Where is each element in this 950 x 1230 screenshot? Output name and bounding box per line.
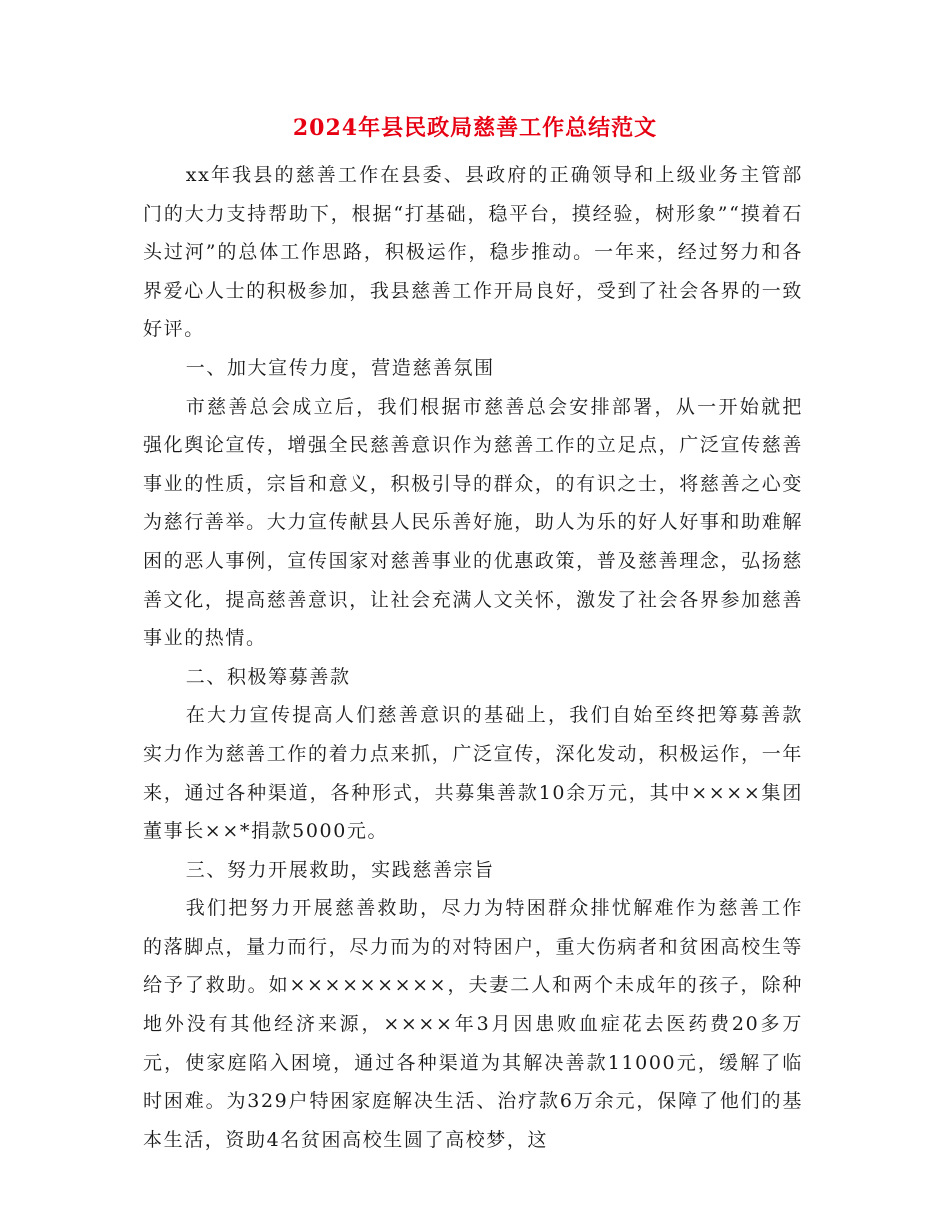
section-paragraph-3: 我们把努力开展慈善救助，尽力为特困群众排忧解难作为慈善工作的落脚点，量力而行，尽力而为的对特困户，重大伤病者和贫困高校生等给予了救助。如×××××××××，夫妻二人和两个未成年的孩子，除种地外没有其他经济来源，××××年3月因患败血症花去医药费20多万元，使家庭陷入困境，通过各种渠道为其解决善款11000元，缓解了临时困难。为329户特困家庭解决生活、治疗款6万余元，保障了他们的基本生活，资助4名贫困高校生圆了高校梦，这	[143, 897, 803, 1151]
section-heading-2: 二、积极筹募善款	[185, 665, 351, 688]
section-paragraph-2: 在大力宣传提高人们慈善意识的基础上，我们自始至终把筹募善款实力作为慈善工作的着力点来抓，广泛宣传，深化发动，积极运作，一年来，通过各种渠道，各种形式，共募集善款10余万元，其中××××集团董事长××*捐款5000元。	[143, 704, 803, 843]
section-paragraph-1: 市慈善总会成立后，我们根据市慈善总会安排部署，从一开始就把强化舆论宣传，增强全民慈善意识作为慈善工作的立足点，广泛宣传慈善事业的性质，宗旨和意义，积极引导的群众，的有识之士，将慈善之心变为慈行善举。大力宣传献县人民乐善好施，助人为乐的好人好事和助难解困的恶人事例，宣传国家对慈善事业的优惠政策，普及慈善理念，弘扬慈善文化，提高慈善意识，让社会充满人文关怀，激发了社会各界参加慈善事业的热情。	[143, 395, 803, 650]
intro-paragraph: xx年我县的慈善工作在县委、县政府的正确领导和上级业务主管部门的大力支持帮助下，根据“打基础，稳平台，摸经验，树形象”“摸着石头过河”的总体工作思路，积极运作，稳步推动。一年来，经过努力和各界爱心人士的积极参加，我县慈善工作开局良好，受到了社会各界的一致好评。	[143, 164, 803, 341]
document-title: 2024年县民政局慈善工作总结范文	[292, 115, 658, 141]
section-heading-3: 三、努力开展救助，实践慈善宗旨	[185, 858, 495, 881]
section-heading-1: 一、加大宣传力度，营造慈善氛围	[185, 356, 495, 379]
document-body	[143, 156, 803, 1159]
